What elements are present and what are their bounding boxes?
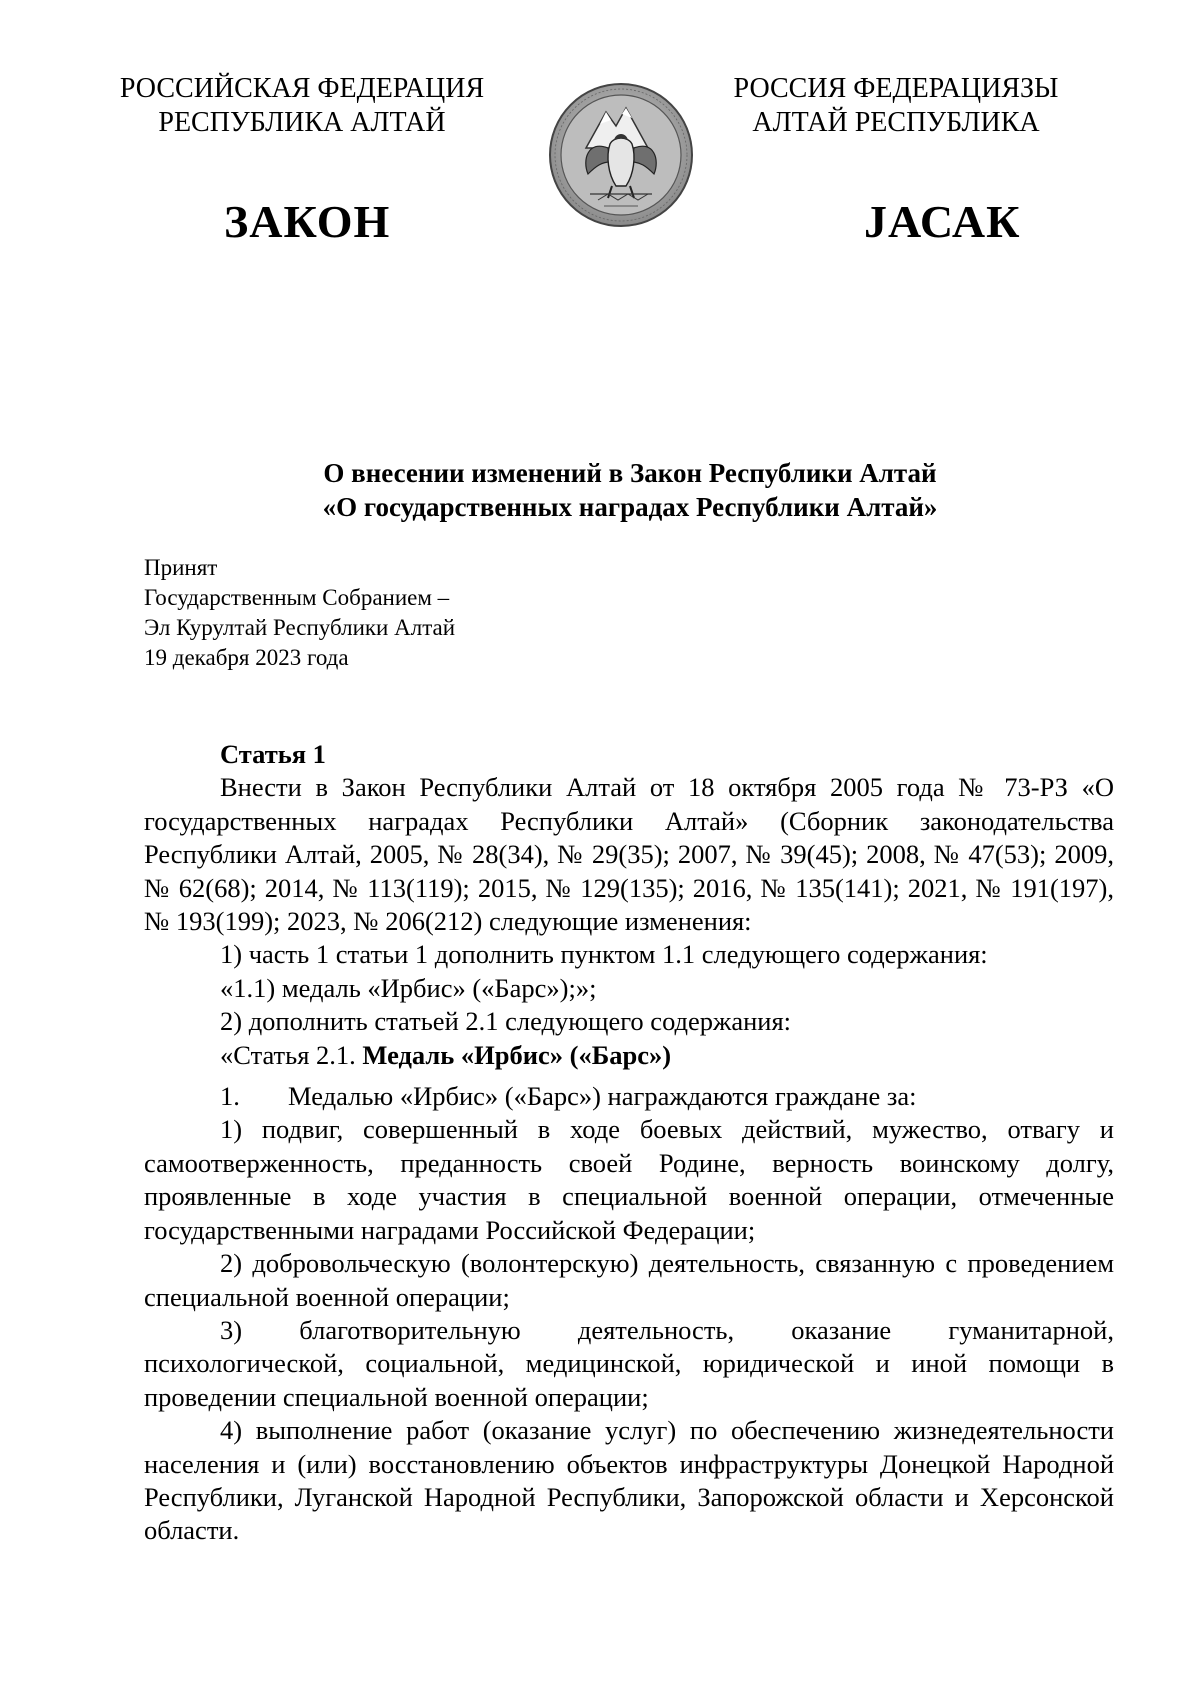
point-1 xyxy=(144,1080,1114,1113)
adoption-line1: Принят xyxy=(144,555,218,580)
point-1-number: 1. xyxy=(220,1081,240,1112)
subpoint-4: 4) выполнение работ (оказание услуг) по обеспечению жизнедеятельности населения и (или) восстановлению объектов инфраструктуры Донецкой Народной Республики, Луганской Народной Республики, Запорожской области и Херсонской области. xyxy=(144,1415,1114,1546)
header-left-line1: РОССИЙСКАЯ ФЕДЕРАЦИЯ xyxy=(119,73,485,104)
document-title-line1: О внесении изменений в Закон Республики Алтай xyxy=(323,458,937,488)
header-right-line1: РОССИЯ ФЕДЕРАЦИЯЗЫ xyxy=(733,73,1059,104)
amendment-item-2: 2) дополнить статьей 2.1 следующего содержания: xyxy=(220,1006,792,1037)
document-title xyxy=(140,456,1120,524)
amendment-item-1: 1) часть 1 статьи 1 дополнить пунктом 1.1 следующего содержания: xyxy=(220,939,988,970)
point-1-text: Медалью «Ирбис» («Барс») награждаются граждане за: xyxy=(288,1081,917,1112)
header-right xyxy=(686,72,1106,140)
subpoint-2: 2) добровольческую (волонтерскую) деятельность, связанную с проведением специальной военной операции; xyxy=(144,1248,1114,1312)
medal-title: Медаль «Ирбис» («Барс») xyxy=(362,1039,672,1070)
article-heading: Статья 1 xyxy=(220,739,326,769)
amendment-item-2-quote xyxy=(144,1039,1114,1072)
amendment-item-1-quote: «1.1) медаль «Ирбис» («Барс»);»; xyxy=(220,972,597,1003)
subpoint-1: 1) подвиг, совершенный в ходе боевых действий, мужество, отвагу и самоотверженность, преданность своей Родине, верность воинскому долгу, проявленные в ходе участия в специальной военной операции, отмеченные государственными наградами Российской Федерации; xyxy=(144,1114,1114,1245)
altai-coat-of-arms-emblem xyxy=(548,82,694,228)
title-jasak: JАСАК xyxy=(864,196,1021,247)
adoption-date: 19 декабря 2023 года xyxy=(144,645,349,670)
adoption-line3: Эл Курултай Республики Алтай xyxy=(144,615,456,640)
article-body xyxy=(144,738,1114,1548)
adoption-block xyxy=(144,553,455,673)
header-left xyxy=(92,72,512,140)
title-zakon: ЗАКОН xyxy=(224,196,391,247)
quote-prefix: «Статья 2.1. xyxy=(220,1039,363,1070)
article-intro: Внести в Закон Республики Алтай от 18 октября 2005 года № 73-РЗ «О государственных наградах Республики Алтай» (Сборник законодательства Республики Алтай, 2005, № 28(34), № 29(35); 2007, № 39(45); 2008, № 47(53); 2009, № 62(68); 2014, № 113(119); 2015, № 129(135); 2016, № 135(141); 2021, № 191(197), № 193(199); 2023, № 206(212) следующие изменения: xyxy=(144,772,1114,937)
adoption-line2: Государственным Собранием – xyxy=(144,585,450,610)
header-right-line2: АЛТАЙ РЕСПУБЛИКА xyxy=(752,107,1040,138)
spacer xyxy=(144,1072,1114,1080)
document-title-line2: «О государственных наградах Республики Алтай» xyxy=(322,492,938,522)
subpoint-3: 3) благотворительную деятельность, оказание гуманитарной, психологической, социальной, медицинской, юридической и иной помощи в проведении специальной военной операции; xyxy=(144,1314,1114,1412)
header-left-line2: РЕСПУБЛИКА АЛТАЙ xyxy=(158,107,446,138)
